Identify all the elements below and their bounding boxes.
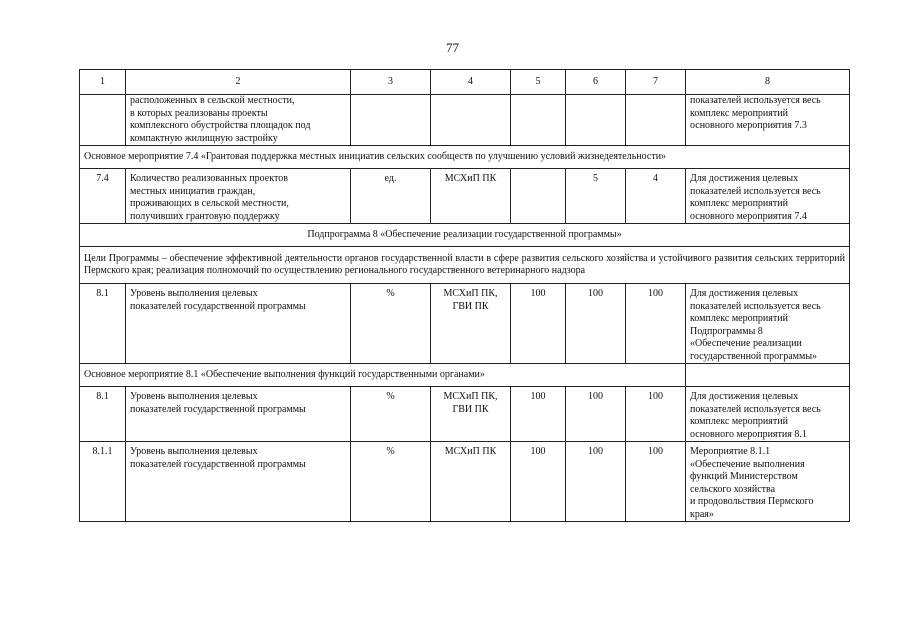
column-header-2: 2 <box>126 70 351 95</box>
section-heading-8-1: Основное мероприятие 8.1 «Обеспечение выполнения функций государственными органами» <box>80 364 686 387</box>
column-header-3: 3 <box>351 70 431 95</box>
cell-responsible: МСХиП ПК <box>431 442 511 522</box>
section-heading-7-4: Основное мероприятие 7.4 «Грантовая поддержка местных инициатив сельских сообществ по улучшению условий жизнедеятельности» <box>80 146 850 169</box>
cell-value-6: 100 <box>566 442 626 522</box>
cell-value-5 <box>511 169 566 224</box>
cell-value-7: 100 <box>626 442 686 522</box>
cell-value-6: 5 <box>566 169 626 224</box>
cell-note: Для достижения целевых показателей используется весь комплекс мероприятий Подпрограммы 8 «Обеспечение реализации государственной программы» <box>686 284 850 364</box>
program-goals-text: Цели Программы – обеспечение эффективной деятельности органов государственной власти в сфере развития сельского хозяйства и устойчивого развития сельских территорий Пермского края; реализация полномочий по осуществлению регионального государственного ветеринарного надзора <box>80 247 850 284</box>
column-header-7: 7 <box>626 70 686 95</box>
cell-value-5: 100 <box>511 387 566 442</box>
goals-row <box>80 247 850 284</box>
cell-value-5: 100 <box>511 442 566 522</box>
indicators-table <box>79 69 850 522</box>
cell-value-7: 100 <box>626 284 686 364</box>
cell-responsible: МСХиП ПК, ГВИ ПК <box>431 387 511 442</box>
cell-unit: % <box>351 387 431 442</box>
cell-indicator-name: Уровень выполнения целевых показателей государственной программы <box>126 284 351 364</box>
cell-indicator-name: Количество реализованных проектов местных инициатив граждан, проживающих в сельской местности, получивших грантовую поддержку <box>126 169 351 224</box>
subprogram-heading-8: Подпрограмма 8 «Обеспечение реализации государственной программы» <box>80 224 850 247</box>
column-header-8: 8 <box>686 70 850 95</box>
column-header-5: 5 <box>511 70 566 95</box>
cell-value-6 <box>566 95 626 146</box>
cell-note: Для достижения целевых показателей используется весь комплекс мероприятий основного мероприятия 7.4 <box>686 169 850 224</box>
table-row-continuation <box>80 95 850 146</box>
cell-number: 7.4 <box>80 169 126 224</box>
cell-value-7: 100 <box>626 387 686 442</box>
cell-value-5 <box>511 95 566 146</box>
cell-note: Для достижения целевых показателей используется весь комплекс мероприятий основного мероприятия 8.1 <box>686 387 850 442</box>
cell-responsible: МСХиП ПК, ГВИ ПК <box>431 284 511 364</box>
cell-value-5: 100 <box>511 284 566 364</box>
cell-unit: % <box>351 442 431 522</box>
cell-unit: ед. <box>351 169 431 224</box>
cell-number: 8.1 <box>80 284 126 364</box>
cell-value-6: 100 <box>566 387 626 442</box>
column-header-6: 6 <box>566 70 626 95</box>
cell-responsible <box>431 95 511 146</box>
cell-indicator-name: Уровень выполнения целевых показателей государственной программы <box>126 442 351 522</box>
cell-value-7 <box>626 95 686 146</box>
cell-number <box>80 95 126 146</box>
table-row-8-1-b <box>80 387 850 442</box>
section-row-7-4 <box>80 146 850 169</box>
cell-unit <box>351 95 431 146</box>
column-header-row <box>80 70 850 95</box>
table-row-7-4 <box>80 169 850 224</box>
table-row-8-1-a <box>80 284 850 364</box>
table-row-8-1-1 <box>80 442 850 522</box>
page-number: 77 <box>446 40 459 55</box>
cell-value-6: 100 <box>566 284 626 364</box>
cell-number: 8.1.1 <box>80 442 126 522</box>
section-row-8-1 <box>80 364 850 387</box>
cell-note <box>686 364 850 387</box>
subprogram-row-8 <box>80 224 850 247</box>
column-header-4: 4 <box>431 70 511 95</box>
cell-unit: % <box>351 284 431 364</box>
cell-note: Мероприятие 8.1.1 «Обеспечение выполнения функций Министерством сельского хозяйства и продовольствия Пермского края» <box>686 442 850 522</box>
cell-value-7: 4 <box>626 169 686 224</box>
cell-indicator-name: расположенных в сельской местности, в которых реализованы проекты комплексного обустройства площадок под компактную жилищную застройку <box>126 95 351 146</box>
cell-indicator-name: Уровень выполнения целевых показателей государственной программы <box>126 387 351 442</box>
cell-responsible: МСХиП ПК <box>431 169 511 224</box>
cell-number: 8.1 <box>80 387 126 442</box>
column-header-1: 1 <box>80 70 126 95</box>
cell-note: показателей используется весь комплекс мероприятий основного мероприятия 7.3 <box>686 95 850 146</box>
